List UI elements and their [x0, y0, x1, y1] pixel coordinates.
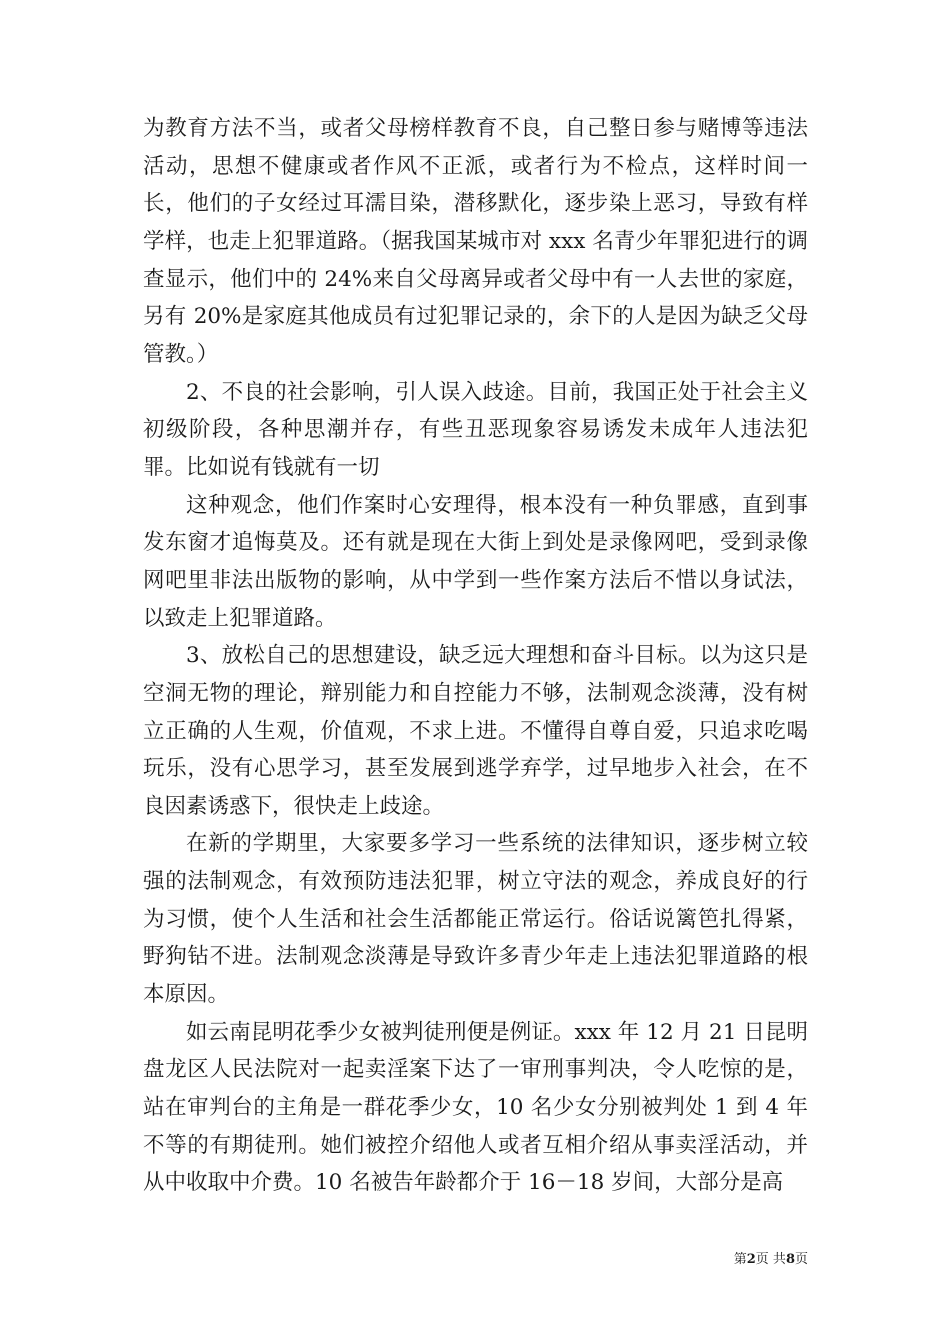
paragraph-5: 在新的学期里，大家要多学习一些系统的法律知识，逐步树立较强的法制观念，有效预防违法犯罪，树立守法的观念，养成良好的行为习惯，使个人生活和社会生活都能正常运行。俗话说篱笆扎得紧，野狗钻不进。法制观念淡薄是导致许多青少年走上违法犯罪道路的根本原因。 [143, 831, 808, 1008]
paragraph-1: 为教育方法不当，或者父母榜样教育不良，自己整日参与赌博等违法活动，思想不健康或者作风不正派，或者行为不检点，这样时间一长，他们的子女经过耳濡目染，潜移默化，逐步染上恶习，导致有样学样，也走上犯罪道路。（据我国某城市对 xxx 名青少年罪犯进行的调查显示，他们中的 24%来自父母离异或者父母中有一人去世的家庭，另有 20%是家庭其他成员有过犯罪记录的，余下的人是因为缺乏父母管教。） [143, 116, 808, 367]
current-page-number: 2 [746, 1252, 756, 1267]
footer-suffix: 页 [794, 1252, 808, 1267]
paragraph-4: 3、放松自己的思想建设，缺乏远大理想和奋斗目标。以为这只是空洞无物的理论，辩别能力和自控能力不够，法制观念淡薄，没有树立正确的人生观，价值观，不求上进。不懂得自尊自爱，只追求吃喝玩乐，没有心思学习，甚至发展到逃学弃学，过早地步入社会，在不良因素诱惑下，很快走上歧途。 [143, 643, 808, 819]
total-pages-number: 8 [785, 1252, 795, 1267]
footer-middle: 页 共 [755, 1252, 786, 1267]
paragraph-3: 这种观念，他们作案时心安理得，根本没有一种负罪感，直到事发东窗才追悔莫及。还有就是现在大街上到处是录像网吧，受到录像网吧里非法出版物的影响，从中学到一些作案方法后不惜以身试法，以致走上犯罪道路。 [143, 492, 808, 631]
document-body [143, 110, 808, 1202]
paragraph-2: 2、不良的社会影响，引人误入歧途。目前，我国正处于社会主义初级阶段，各种思潮并存，有些丑恶现象容易诱发未成年人违法犯罪。比如说有钱就有一切 [143, 379, 808, 480]
footer-prefix: 第 [733, 1252, 747, 1267]
page-number-footer [734, 1248, 808, 1267]
paragraph-6: 如云南昆明花季少女被判徒刑便是例证。xxx 年 12 月 21 日昆明盘龙区人民法院对一起卖淫案下达了一审刑事判决，令人吃惊的是，站在审判台的主角是一群花季少女，10 名少女分别被判处 1 到 4 年不等的有期徒刑。她们被控介绍他人或者互相介绍从事卖淫活动，并从中收取中介费。10 名被告年龄都介于 16－18 岁间，大部分是高 [143, 1019, 808, 1196]
